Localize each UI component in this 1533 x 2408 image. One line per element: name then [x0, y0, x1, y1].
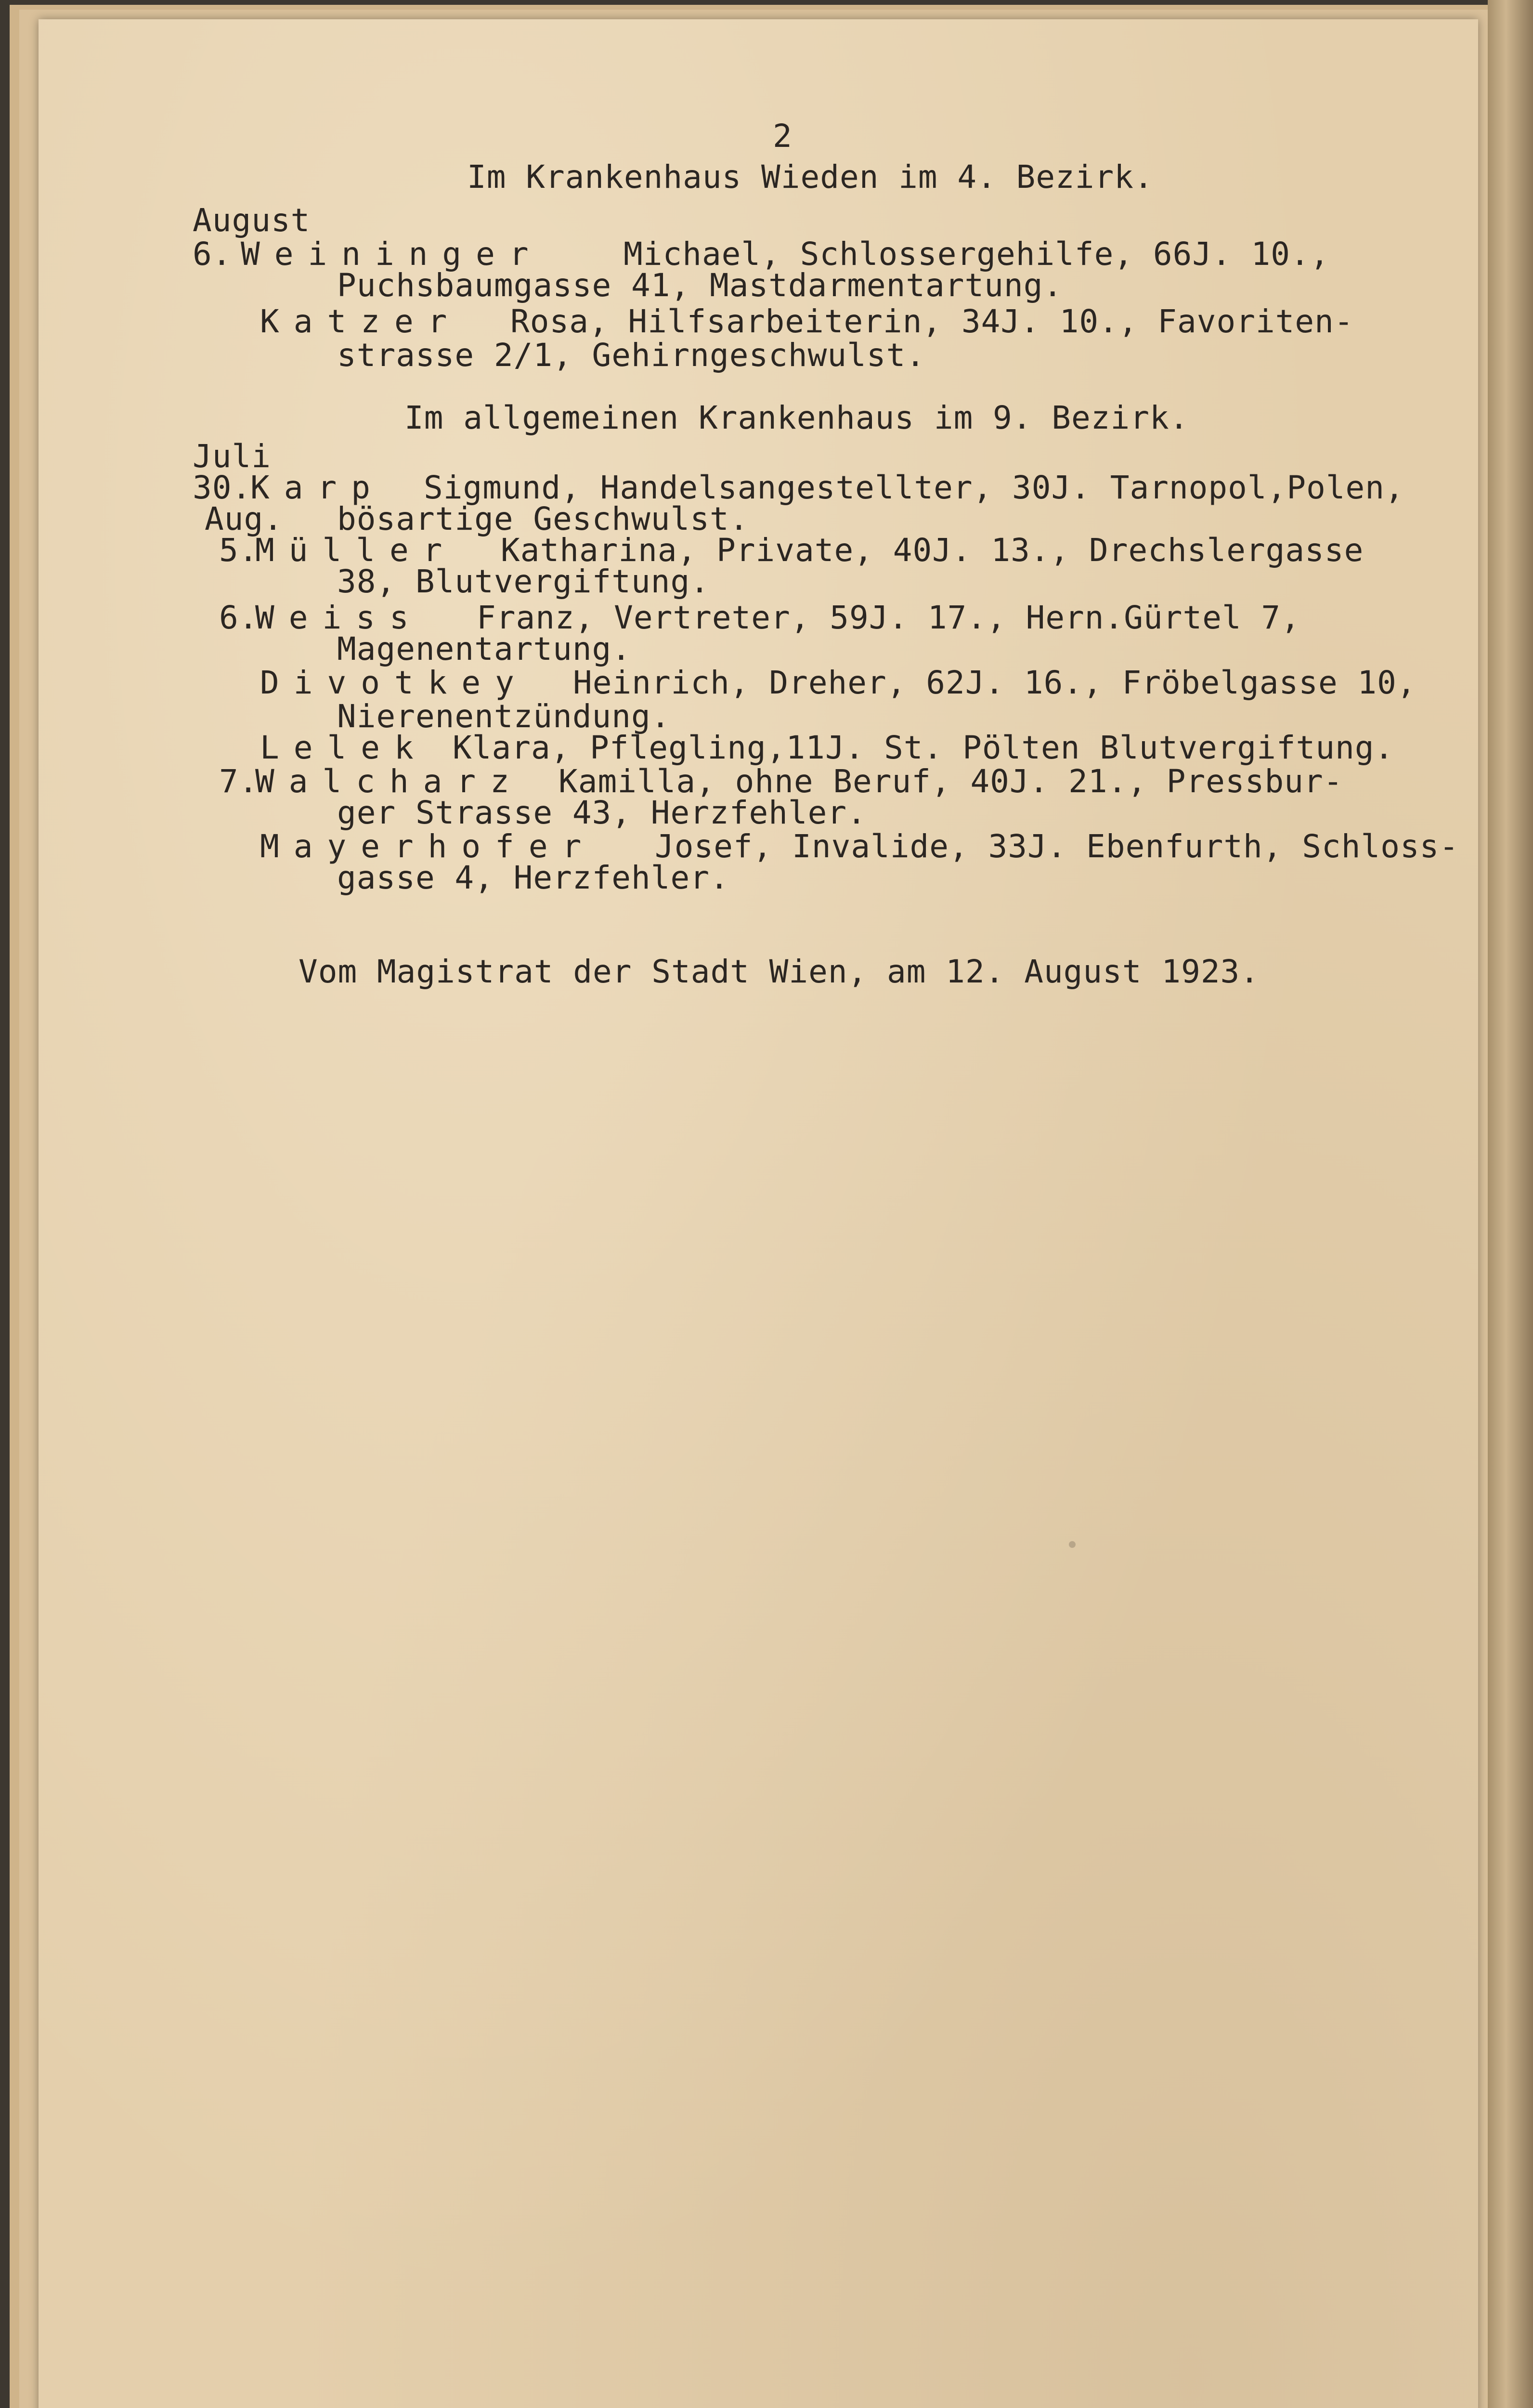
entry-surname: Walcharz	[255, 763, 524, 800]
entry-surname: Weininger	[241, 236, 543, 273]
entry-line-1: Michael, Schlossergehilfe, 66J. 10.,	[624, 236, 1330, 273]
entry-line-2: bösartige Geschwulst.	[337, 500, 749, 537]
entry-line-2: Magenentartung.	[337, 630, 632, 667]
entry-surname: Divotkey	[260, 664, 529, 701]
month-label-juli: Juli	[193, 438, 271, 475]
entry-day: 7.	[219, 763, 259, 800]
entry-line-1: Kamilla, ohne Beruf, 40J. 21., Pressbur-	[559, 763, 1343, 800]
entry-surname: Weiss	[255, 599, 423, 636]
entry-line-1: Klara, Pflegling,11J. St. Pölten Blutvergiftung.	[453, 729, 1394, 766]
entry-line-1: Katharina, Private, 40J. 13., Drechslergasse	[501, 532, 1364, 569]
entry-surname: Mayerhofer	[260, 828, 596, 865]
entry-line-2: strasse 2/1, Gehirngeschwulst.	[337, 337, 926, 374]
entry-line-2: 38, Blutvergiftung.	[337, 563, 710, 600]
entry-line-2: Puchsbaumgasse 41, Mastdarmentartung.	[337, 267, 1063, 304]
entry-surname: Müller	[255, 532, 457, 569]
entry-line-2: Nierenentzündung.	[337, 698, 671, 735]
entry-day: 6.	[193, 236, 232, 273]
month-label-august: August	[193, 202, 311, 239]
entry-day: 6.	[219, 599, 259, 636]
page-number: 2	[773, 118, 792, 155]
ink-dot	[1069, 1541, 1076, 1548]
month-label-aug: Aug.	[205, 500, 283, 537]
entry-surname: Karp	[250, 469, 385, 506]
entry-surname: Lelek	[260, 729, 428, 766]
entry-line-2: ger Strasse 43, Herzfehler.	[337, 794, 867, 831]
entry-line-2: gasse 4, Herzfehler.	[337, 859, 729, 896]
entry-line-1: Josef, Invalide, 33J. Ebenfurth, Schloss-	[655, 828, 1459, 865]
closing-signature-line: Vom Magistrat der Stadt Wien, am 12. August 1923.	[299, 953, 1260, 990]
section-2-heading: Im allgemeinen Krankenhaus im 9. Bezirk.	[404, 399, 1189, 436]
entry-day: 5.	[219, 532, 259, 569]
binding-edge	[1488, 0, 1533, 2408]
entry-line-1: Rosa, Hilfsarbeiterin, 34J. 10., Favoriten-	[510, 303, 1354, 340]
entry-line-1: Franz, Vertreter, 59J. 17., Hern.Gürtel 7,	[477, 599, 1300, 636]
entry-line-1: Sigmund, Handelsangestellter, 30J. Tarnopol,Polen,	[424, 469, 1404, 506]
entry-surname: Katzer	[260, 303, 462, 340]
section-1-heading: Im Krankenhaus Wieden im 4. Bezirk.	[467, 158, 1154, 196]
document-page	[39, 19, 1478, 2408]
entry-line-1: Heinrich, Dreher, 62J. 16., Fröbelgasse 10,	[573, 664, 1416, 701]
entry-day: 30.	[193, 469, 252, 506]
